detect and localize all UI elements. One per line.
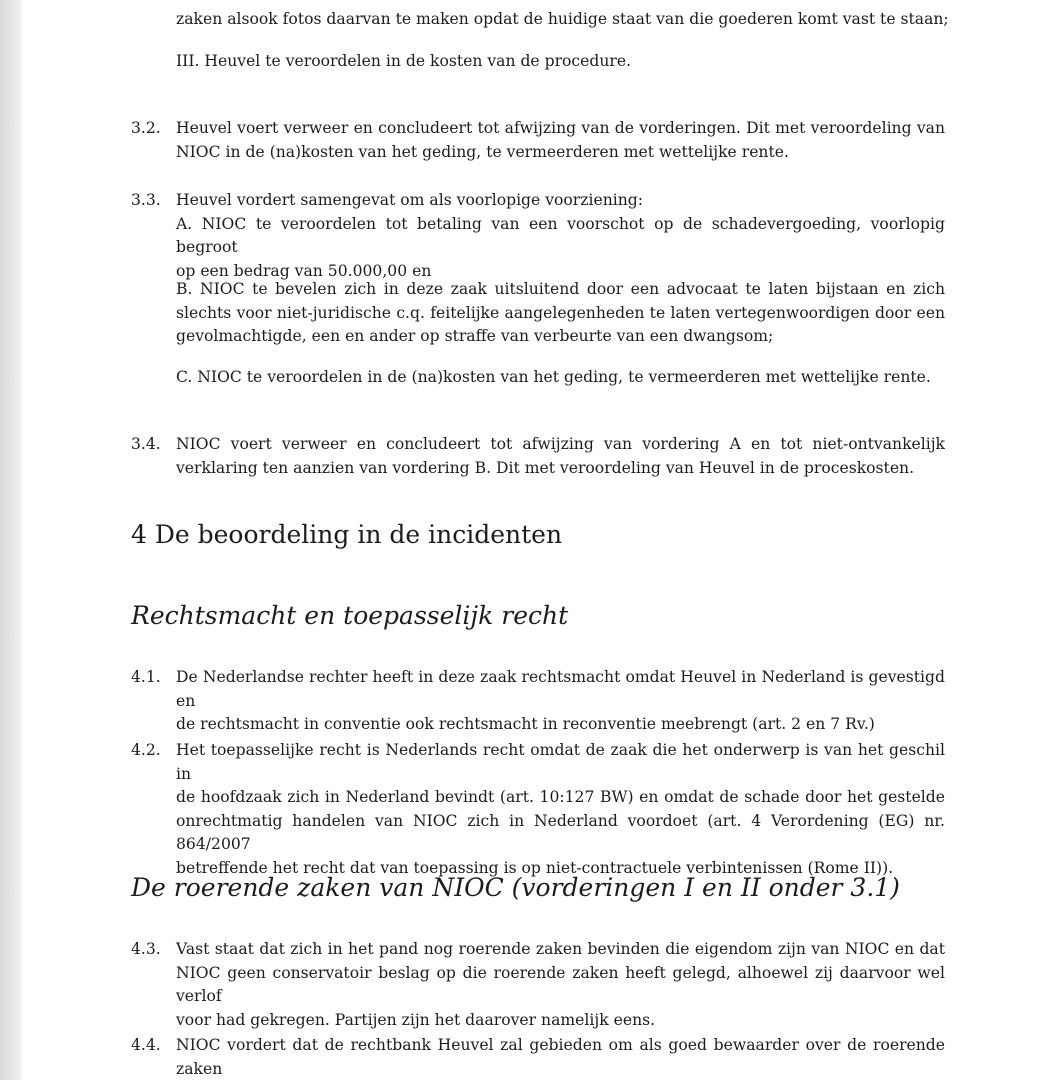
- text-line: NIOC vordert dat de rechtbank Heuvel zal gebieden om als goed bewaarder over de roerende zaken: [176, 1036, 945, 1078]
- subheading-rechtsmacht: Rechtsmacht en toepasselijk recht: [131, 601, 569, 630]
- paragraph-number-4-4: 4.4.: [131, 1036, 161, 1054]
- list-item-III: [176, 50, 945, 74]
- text-line: zaken alsook fotos daarvan te maken opdat de huidige staat van die goederen komt vast te staan;: [176, 10, 949, 28]
- text-line: A. NIOC te veroordelen tot betaling van een voorschot op de schadevergoeding, voorlopig begroot: [176, 214, 945, 256]
- paragraph-number-3-2: 3.2.: [131, 119, 161, 137]
- text-line: B. NIOC te bevelen zich in deze zaak uitsluitend door een advocaat te laten bijstaan en zich: [176, 280, 945, 298]
- text-line: NIOC voert verweer en concludeert tot afwijzing van vordering A en tot niet-ontvankelijk: [176, 435, 945, 453]
- text-line: Heuvel vordert samengevat om als voorlopige voorziening:: [176, 191, 643, 209]
- paragraph-number-3-4: 3.4.: [131, 435, 161, 453]
- text-line: Heuvel voert verweer en concludeert tot afwijzing van de vorderingen. Dit met veroordeling van: [176, 119, 945, 137]
- paragraph-number-4-3: 4.3.: [131, 940, 161, 958]
- text-line: Het toepasselijke recht is Nederlands recht omdat de zaak die het onderwerp is van het geschil in: [176, 741, 945, 783]
- text-line: C. NIOC te veroordelen in de (na)kosten van het geding, te vermeerderen met wettelijke rente.: [176, 368, 931, 386]
- text-line: De Nederlandse rechter heeft in deze zaak rechtsmacht omdat Heuvel in Nederland is gevestigd en: [176, 668, 945, 710]
- text-line: NIOC geen conservatoir beslag op die roerende zaken heeft gelegd, alhoewel zij daarvoor wel verlof: [176, 963, 945, 1005]
- text-line: op een bedrag van 50.000,00 en: [176, 261, 432, 280]
- paragraph-3-3-C: [176, 366, 945, 390]
- text-line: Vast staat dat zich in het pand nog roerende zaken bevinden die eigendom zijn van NIOC en dat: [176, 940, 945, 958]
- document-page: [22, 0, 1046, 1080]
- paragraph-4-3: [176, 938, 945, 1032]
- text-line: III. Heuvel te veroordelen in de kosten van de procedure.: [176, 52, 632, 70]
- paragraph-number-4-1: 4.1.: [131, 668, 161, 686]
- paragraph-3-3: [176, 189, 945, 283]
- paragraph-number-4-2: 4.2.: [131, 741, 161, 759]
- viewer-left-edge: [0, 0, 22, 1080]
- text-line: verklaring ten aanzien van vordering B. Dit met veroordeling van Heuvel in de proceskosten.: [176, 458, 915, 477]
- paragraph-3-4: [176, 433, 945, 480]
- text-line: onrechtmatig handelen van NIOC zich in Nederland voordoet (art. 4 Verordening (EG) nr. 864/2007: [176, 811, 945, 853]
- paragraph-4-1: [176, 666, 945, 737]
- paragraph-4-2: [176, 739, 945, 880]
- paragraph-3-2: [176, 117, 945, 164]
- paragraph-number-3-3: 3.3.: [131, 191, 161, 209]
- text-line: gevolmachtigde, een en ander op straffe van verbeurte van een dwangsom;: [176, 327, 774, 345]
- text-line: de hoofdzaak zich in Nederland bevindt (art. 10:127 BW) en omdat de schade door het gestelde: [176, 788, 945, 806]
- subheading-roerende-zaken: De roerende zaken van NIOC (vorderingen I en II onder 3.1): [131, 873, 900, 902]
- text-line: voor had gekregen. Partijen zijn het daarover namelijk eens.: [176, 1010, 656, 1029]
- text-line: slechts voor niet-juridische c.q. feitelijke aangelegenheden te laten vertegenwoordigen door een: [176, 303, 945, 322]
- paragraph-fragment-top: [176, 8, 949, 32]
- paragraph-3-3-B: [176, 278, 945, 349]
- section-heading-4: 4 De beoordeling in de incidenten: [131, 520, 563, 549]
- text-line: de rechtsmacht in conventie ook rechtsmacht in reconventie meebrengt (art. 2 en 7 Rv.): [176, 715, 875, 733]
- text-line: NIOC in de (na)kosten van het geding, te vermeerderen met wettelijke rente.: [176, 142, 789, 161]
- paragraph-4-4: [176, 1034, 945, 1080]
- text-line: betreffende het recht dat van toepassing is op niet-contractuele verbintenissen (Rome II)).: [176, 858, 894, 877]
